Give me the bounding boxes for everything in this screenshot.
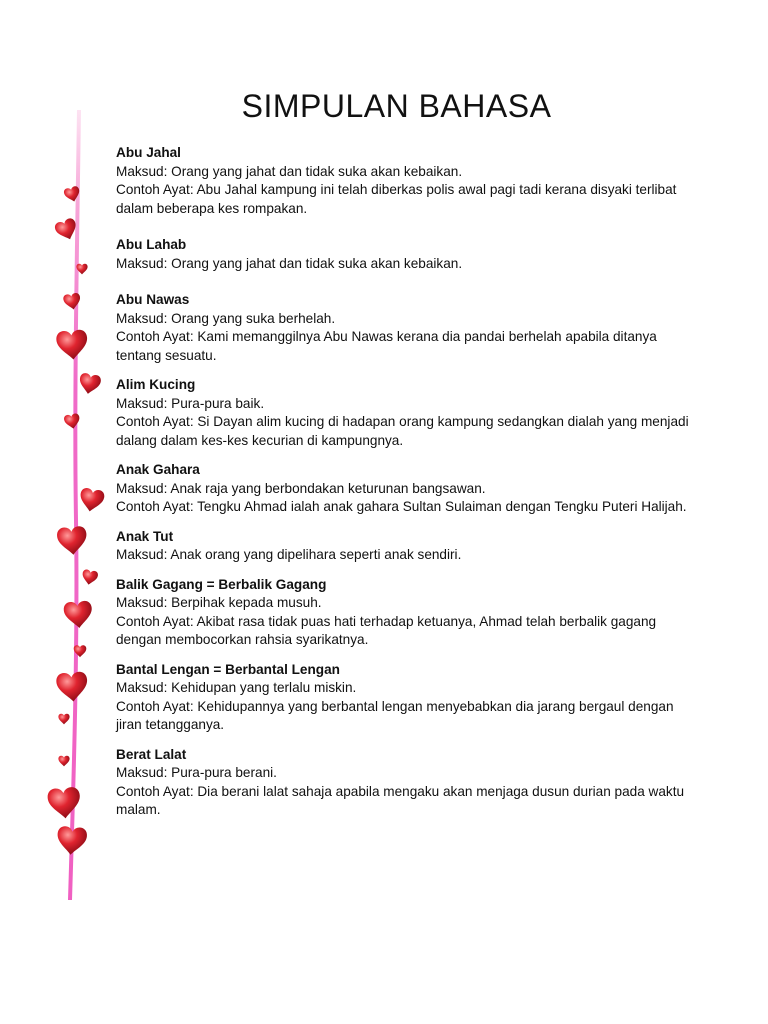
entry-bantal-lengan	[116, 661, 696, 735]
heart-icon	[58, 714, 69, 725]
entry-contoh: Contoh Ayat: Tengku Ahmad ialah anak gahara Sultan Sulaiman dengan Tengku Puteri Halijah.	[116, 499, 687, 514]
entry-abu-lahab	[116, 236, 696, 273]
entry-contoh: Contoh Ayat: Kehidupannya yang berbantal lengan menyebabkan dia jarang bergaul dengan jiran tetangganya.	[116, 698, 674, 732]
entry-term: Abu Jahal	[116, 145, 181, 160]
heart-icon	[58, 756, 69, 767]
entry-maksud: Maksud: Berpihak kepada musuh.	[116, 595, 322, 610]
entry-contoh: Contoh Ayat: Abu Jahal kampung ini telah diberkas polis awal pagi tadi kerana disyaki terlibat dalam beberapa kes rompakan.	[116, 182, 677, 216]
entry-maksud: Maksud: Pura-pura berani.	[116, 765, 277, 780]
heart-icon	[63, 292, 82, 311]
heart-icon	[81, 569, 99, 586]
entry-anak-tut	[116, 528, 696, 565]
entry-term: Anak Gahara	[116, 462, 200, 477]
heart-icon	[56, 671, 89, 703]
entry-contoh: Contoh Ayat: Dia berani lalat sahaja apabila mengaku akan menjaga dusun durian pada waktu malam.	[116, 783, 685, 817]
heart-icon	[56, 526, 88, 556]
entry-term: Anak Tut	[116, 528, 174, 544]
entry-anak-gahara	[116, 461, 696, 517]
entry-maksud: Maksud: Orang yang jahat dan tidak suka akan kebaikan.	[116, 255, 463, 271]
heart-icon	[78, 487, 105, 513]
heart-vine-border	[0, 0, 110, 1024]
entry-alim-kucing	[116, 376, 696, 450]
entry-term: Bantal Lengan = Berbantal Lengan	[116, 661, 340, 677]
heart-icon	[56, 329, 89, 361]
entry-term: Alim Kucing	[116, 377, 196, 392]
entry-maksud: Maksud: Anak raja yang berbondakan keturunan bangsawan.	[116, 480, 486, 496]
entry-maksud: Maksud: Pura-pura baik.	[116, 395, 265, 411]
entry-contoh: Contoh Ayat: Kami memanggilnya Abu Nawas kerana dia pandai berhelah apabila ditanya tentang sesuatu.	[116, 329, 657, 363]
entry-maksud: Maksud: Orang yang jahat dan tidak suka akan kebaikan.	[116, 163, 463, 179]
heart-icon	[63, 413, 81, 430]
heart-icon	[47, 786, 82, 819]
entry-term: Berat Lalat	[116, 746, 187, 762]
entry-abu-nawas	[116, 291, 696, 365]
entry-term: Abu Lahab	[116, 237, 187, 252]
entry-term: Abu Nawas	[116, 292, 190, 307]
entry-contoh: Contoh Ayat: Si Dayan alim kucing di hadapan orang kampung sedangkan dialah yang menjadi dalang dalam kes-kes kecurian di kampungnya.	[116, 414, 689, 448]
entry-abu-jahal	[116, 144, 696, 218]
entry-berat-lalat	[116, 746, 696, 820]
entries-list	[116, 144, 696, 820]
heart-icon	[63, 600, 93, 629]
heart-icon	[78, 372, 102, 395]
entry-contoh: Contoh Ayat: Akibat rasa tidak puas hati terhadap ketuanya, Ahmad telah berbalik gagang dengan membocorkan rahsia syarikatnya.	[116, 613, 657, 647]
entry-maksud: Maksud: Anak orang yang dipelihara seperti anak sendiri.	[116, 547, 462, 562]
heart-icon	[56, 826, 88, 856]
entry-term: Balik Gagang = Berbalik Gagang	[116, 576, 327, 592]
entry-maksud: Maksud: Orang yang suka berhelah.	[116, 310, 336, 326]
page-title: SIMPULAN BAHASA	[241, 88, 552, 124]
entry-maksud: Maksud: Kehidupan yang terlalu miskin.	[116, 680, 357, 695]
entry-balik-gagang	[116, 576, 696, 650]
